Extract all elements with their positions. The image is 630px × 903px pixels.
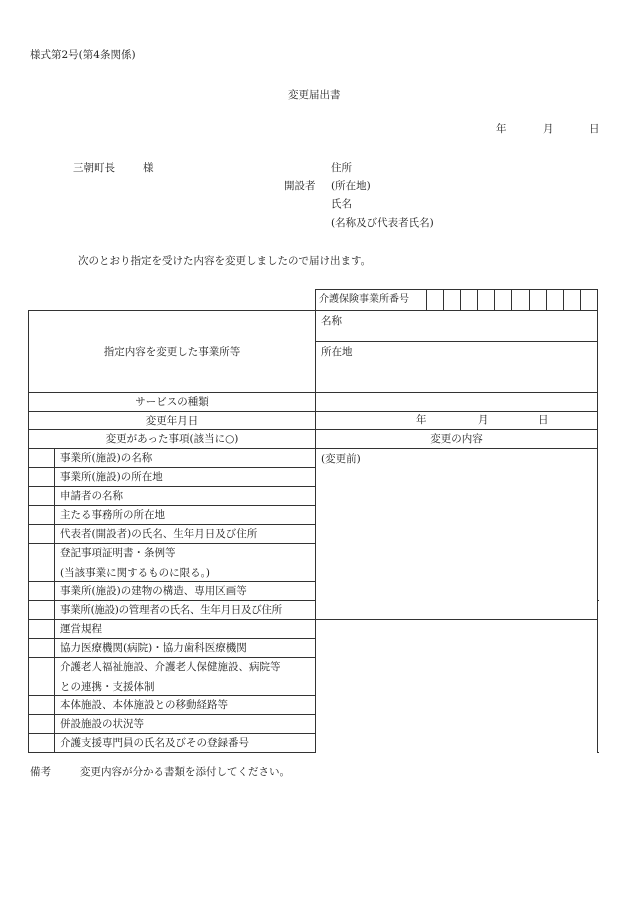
digit-box[interactable] <box>427 290 443 310</box>
digit-box[interactable] <box>529 290 546 310</box>
form-number: 様式第2号(第4条関係) <box>30 49 136 61</box>
applicant-address-label: 住所 <box>331 162 352 174</box>
office-name-field[interactable] <box>316 311 598 342</box>
office-name-label: 名称 <box>321 315 342 327</box>
item-check-cell[interactable] <box>29 468 55 487</box>
before-label: (変更前) <box>321 453 361 465</box>
change-date-field[interactable] <box>316 412 598 430</box>
item-check-cell[interactable] <box>29 582 55 601</box>
date-day-label: 日 <box>589 123 600 135</box>
item-check-cell[interactable] <box>29 639 55 658</box>
item-check-cell[interactable] <box>29 696 55 715</box>
digit-box[interactable] <box>511 290 528 310</box>
insurance-number-field[interactable] <box>427 290 598 311</box>
change-date-label: 変更年月日 <box>29 412 316 430</box>
date-year-label: 年 <box>496 123 507 135</box>
item-check-cell[interactable] <box>29 601 55 620</box>
change-date-day: 日 <box>538 414 549 426</box>
page-title: 変更届出書 <box>288 89 341 101</box>
office-label: 指定内容を変更した事業所等 <box>29 311 316 393</box>
change-item: 介護支援専門員の氏名及びその登録番号 <box>55 734 316 753</box>
item-check-cell[interactable] <box>29 734 55 753</box>
change-date-year: 年 <box>416 414 427 426</box>
change-item: 併設施設の状況等 <box>55 715 316 734</box>
insurance-number-label: 介護保険事業所番号 <box>316 290 427 311</box>
addressee-name: 三朝町長 <box>73 162 115 174</box>
change-item-line: 介護老人福祉施設、介護老人保健施設、病院等 <box>60 660 281 673</box>
item-check-cell[interactable] <box>29 715 55 734</box>
change-form-table <box>28 289 597 753</box>
remarks-text: 変更内容が分かる書類を添付してください。 <box>80 766 290 778</box>
item-check-cell[interactable] <box>29 544 55 582</box>
addressee-honorific: 様 <box>143 162 154 174</box>
applicant-name-sub: (名称及び代表者氏名) <box>331 217 434 229</box>
items-header: 変更があった事項(該当に○) <box>29 430 316 449</box>
change-item-line: (当該事業に関するものに限る。) <box>60 566 210 579</box>
digit-box[interactable] <box>443 290 460 310</box>
item-check-cell[interactable] <box>29 620 55 639</box>
content-header: 変更の内容 <box>316 430 598 449</box>
remarks-label: 備考 <box>30 766 51 778</box>
service-type-label: サービスの種類 <box>29 393 316 412</box>
intro-text: 次のとおり指定を受けた内容を変更しましたので届け出ます。 <box>78 255 372 267</box>
item-check-cell[interactable] <box>29 525 55 544</box>
change-item: 事業所(施設)の建物の構造、専用区画等 <box>55 582 316 601</box>
office-address-label: 所在地 <box>321 346 353 358</box>
service-type-field[interactable] <box>316 393 598 412</box>
change-item-line: との連携・支援体制 <box>60 680 155 693</box>
item-check-cell[interactable] <box>29 658 55 696</box>
digit-box[interactable] <box>563 290 580 310</box>
change-item: 事業所(施設)の所在地 <box>55 468 316 487</box>
office-address-field[interactable] <box>316 342 598 393</box>
change-date-month: 月 <box>478 414 489 426</box>
item-check-cell[interactable] <box>29 506 55 525</box>
digit-box[interactable] <box>477 290 494 310</box>
date-month-label: 月 <box>543 123 554 135</box>
change-item: 申請者の名称 <box>55 487 316 506</box>
before-content-field[interactable] <box>316 449 598 620</box>
applicant-role: 開設者 <box>284 180 316 192</box>
change-item-line: 登記事項証明書・条例等 <box>60 546 176 559</box>
digit-box[interactable] <box>494 290 511 310</box>
item-check-cell[interactable] <box>29 487 55 506</box>
change-item: 本体施設、本体施設との移動経路等 <box>55 696 316 715</box>
item-check-cell[interactable] <box>29 449 55 468</box>
change-item: 代表者(開設者)の氏名、生年月日及び住所 <box>55 525 316 544</box>
digit-box[interactable] <box>460 290 477 310</box>
digit-box[interactable] <box>580 290 597 310</box>
change-item: 主たる事務所の所在地 <box>55 506 316 525</box>
change-item: 協力医療機関(病院)・協力歯科医療機関 <box>55 639 316 658</box>
change-item: 事業所(施設)の名称 <box>55 449 316 468</box>
change-item <box>55 658 316 696</box>
applicant-name-label: 氏名 <box>331 198 352 210</box>
digit-box[interactable] <box>546 290 563 310</box>
change-item: 事業所(施設)の管理者の氏名、生年月日及び住所 <box>55 601 316 620</box>
applicant-address-sub: (所在地) <box>331 180 371 192</box>
change-item: 運営規程 <box>55 620 316 639</box>
change-item <box>55 544 316 582</box>
